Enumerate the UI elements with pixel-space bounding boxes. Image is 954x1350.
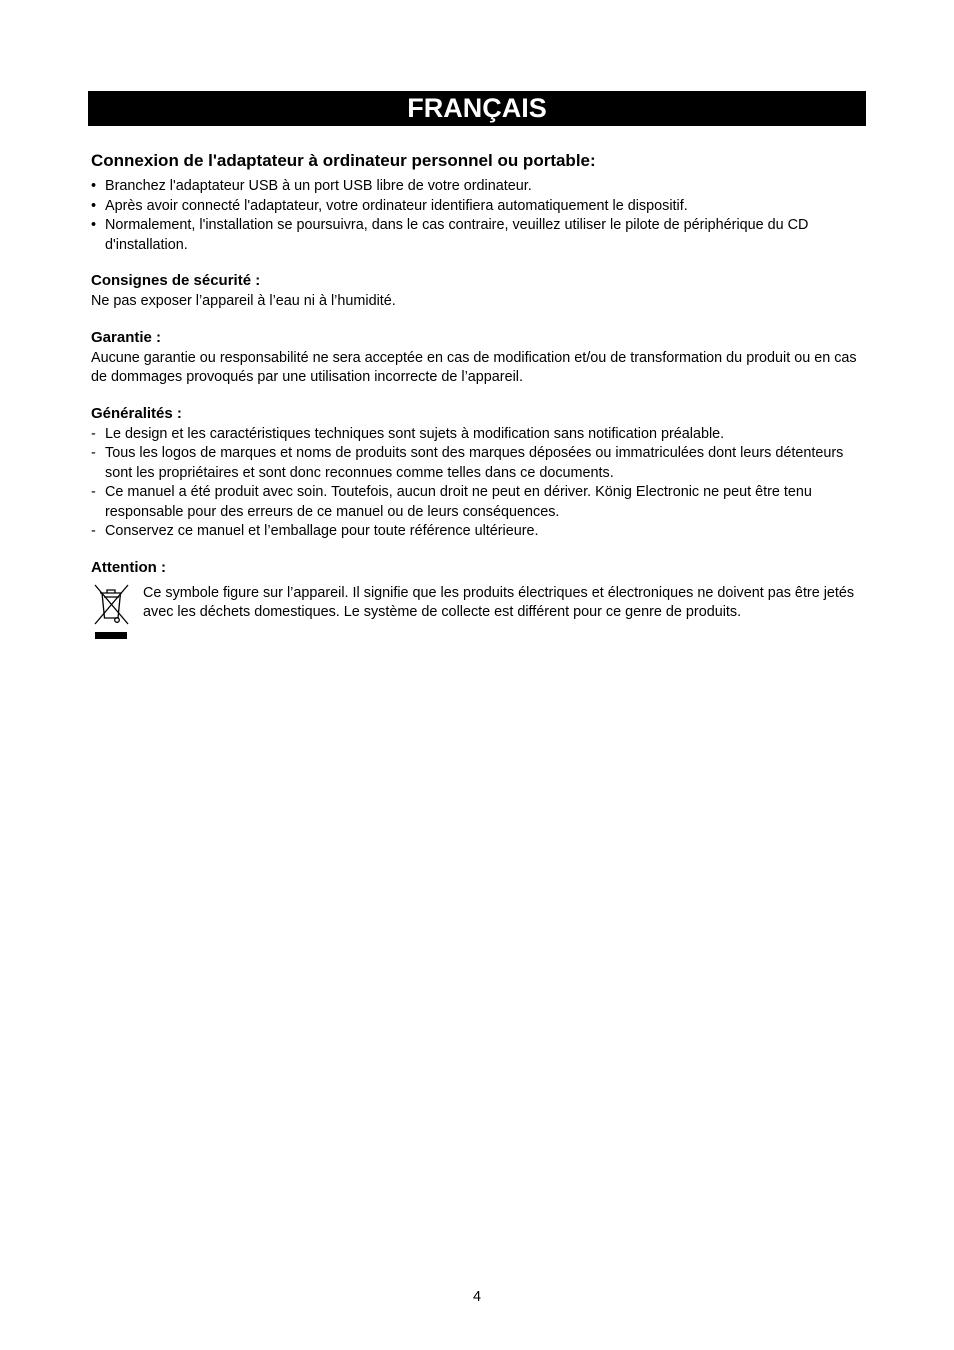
list-item (91, 483, 866, 522)
connection-list (91, 177, 866, 255)
list-item (91, 425, 866, 445)
dash-marker: - (91, 523, 96, 539)
attention-section (91, 558, 866, 645)
attention-row (91, 582, 866, 645)
general-list (91, 425, 866, 542)
list-item (91, 444, 866, 483)
bullet-marker: • (91, 197, 97, 214)
weee-crossed-bin-icon (91, 582, 131, 645)
safety-section (91, 271, 866, 312)
attention-heading: Attention : (91, 558, 166, 576)
warranty-text: Aucune garantie ou responsabilité ne sera acceptée en cas de modification et/ou de transformation du produit ou en cas de dommages provoqués par une utilisation incorrecte de l’appareil. (91, 349, 857, 385)
dash-marker: - (91, 445, 96, 461)
list-item-text: Après avoir connecté l'adaptateur, votre ordinateur identifiera automatiquement le dispositif. (105, 197, 688, 214)
dash-marker: - (91, 484, 96, 500)
general-heading: Généralités : (91, 404, 182, 422)
dash-marker: - (91, 425, 96, 442)
language-banner (88, 91, 866, 126)
list-item-text: Ce manuel a été produit avec soin. Toutefois, aucun droit ne peut en dériver. König Electronic ne peut être tenu responsable pour des erreurs de ce manuel ou de leurs conséquences. (105, 484, 812, 520)
list-item (91, 216, 866, 255)
connection-heading: Connexion de l'adaptateur à ordinateur personnel ou portable: (91, 151, 596, 170)
list-item-text: Conservez ce manuel et l’emballage pour toute référence ultérieure. (105, 523, 539, 539)
page-content (91, 150, 866, 645)
list-item-text: Normalement, l'installation se poursuivra, dans le cas contraire, veuillez utiliser le pilote de périphérique du CD d'installation. (105, 217, 809, 253)
list-item (91, 197, 866, 217)
safety-heading: Consignes de sécurité : (91, 272, 261, 289)
list-item-text: Tous les logos de marques et noms de produits sont des marques déposées ou immatriculées dont leurs détenteurs sont les propriétaires et sont donc reconnues comme telles dans ce documents. (105, 445, 844, 481)
list-item (91, 177, 866, 197)
attention-text: Ce symbole figure sur l’appareil. Il signifie que les produits électriques et électroniques ne doivent pas être jetés avec les déchets domestiques. Le système de collecte est différent pour ce genre de produits. (143, 584, 855, 620)
connection-section (91, 150, 866, 255)
general-section (91, 404, 866, 542)
bullet-marker: • (91, 217, 97, 233)
page-title: FRANÇAIS (407, 93, 547, 123)
list-item-text: Le design et les caractéristiques techniques sont sujets à modification sans notification préalable. (105, 425, 725, 442)
warranty-heading: Garantie : (91, 328, 162, 346)
safety-text: Ne pas exposer l’appareil à l’eau ni à l’humidité. (91, 293, 396, 309)
page-number: 4 (472, 1289, 481, 1305)
list-item-text: Branchez l'adaptateur USB à un port USB libre de votre ordinateur. (105, 178, 532, 194)
list-item (91, 522, 866, 542)
warranty-section (91, 328, 866, 388)
bullet-marker: • (91, 178, 97, 194)
